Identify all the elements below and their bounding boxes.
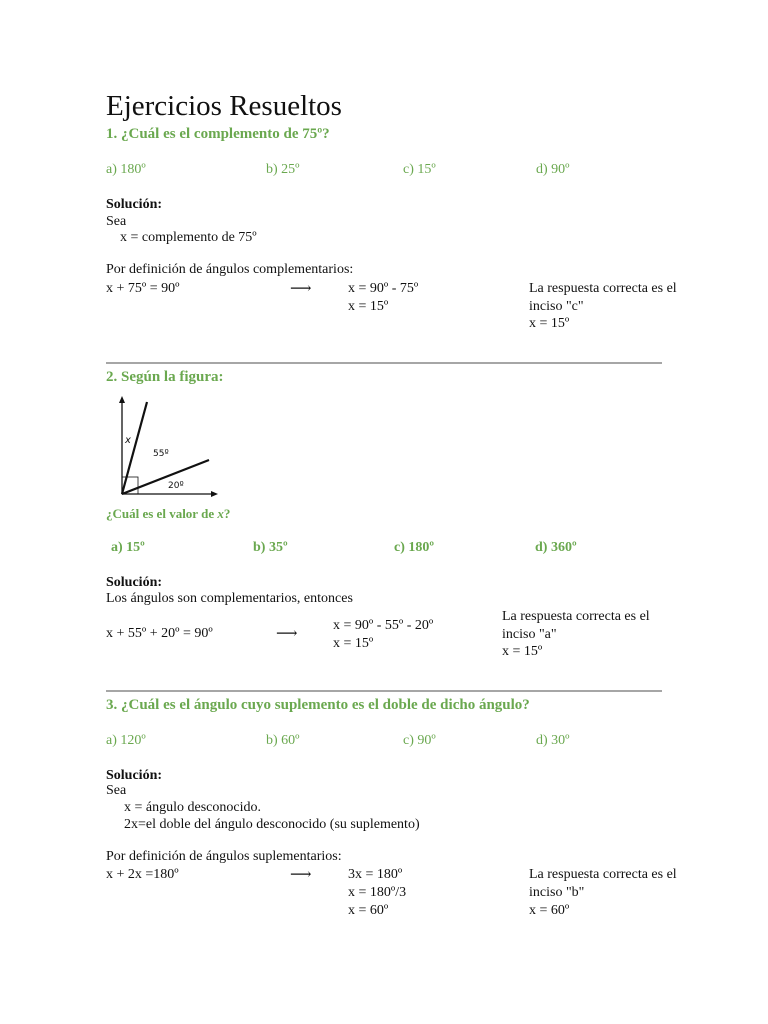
q1-equation: x + 75º = 90º <box>106 281 180 296</box>
q1-step-2: x = 15º <box>348 299 389 314</box>
q1-sea: Sea <box>106 214 127 229</box>
q3-answer-line-3: x = 60º <box>529 903 570 918</box>
q3-sea: Sea <box>106 783 127 798</box>
question-3-title: 3. ¿Cuál es el ángulo cuyo suplemento es el doble de dicho ángulo? <box>106 697 530 713</box>
q2-option-b: b) 35º <box>253 540 288 555</box>
q2-intro: Los ángulos son complementarios, entonces <box>106 591 353 606</box>
q1-answer-line-2: inciso "c" <box>529 299 584 314</box>
q1-option-a: a) 180º <box>106 162 146 177</box>
q3-option-a: a) 120º <box>106 733 146 748</box>
vertical-arrow-head <box>119 396 125 403</box>
q3-solution-label: Solución: <box>106 768 163 783</box>
label-55: 55º <box>153 449 169 459</box>
question-2-title: 2. Según la figura: <box>106 369 224 385</box>
angle-figure <box>110 394 220 498</box>
q3-by-definition: Por definición de ángulos suplementarios: <box>106 849 342 864</box>
q3-option-d: d) 30º <box>536 733 570 748</box>
q2-answer-line-1: La respuesta correcta es el <box>502 609 650 624</box>
q2-answer-line-3: x = 15º <box>502 644 543 659</box>
divider <box>106 362 662 364</box>
q2-option-c: c) 180º <box>394 540 434 555</box>
q2-subquestion-suffix: ? <box>223 506 231 521</box>
q1-step-1: x = 90º - 75º <box>348 281 419 296</box>
q2-step-1: x = 90º - 55º - 20º <box>333 618 434 633</box>
q3-definition-x: x = ángulo desconocido. <box>124 800 261 815</box>
q3-step-1: 3x = 180º <box>348 867 403 882</box>
q3-answer-line-2: inciso "b" <box>529 885 585 900</box>
q3-definition-2x: 2x=el doble del ángulo desconocido (su suplemento) <box>124 817 420 832</box>
q3-equation: x + 2x =180º <box>106 867 179 882</box>
q2-subquestion <box>106 506 230 522</box>
q1-by-definition: Por definición de ángulos complementarios: <box>106 262 354 277</box>
label-20: 20º <box>168 481 184 491</box>
page-title: Ejercicios Resueltos <box>106 90 342 122</box>
q1-option-c: c) 15º <box>403 162 436 177</box>
q2-arrow-icon: ⟶ <box>276 626 298 642</box>
q2-subquestion-var: x <box>217 506 224 521</box>
label-x: x <box>125 435 131 446</box>
q2-option-d: d) 360º <box>535 540 577 555</box>
question-1-title: 1. ¿Cuál es el complemento de 75º? <box>106 126 330 142</box>
q1-solution-label: Solución: <box>106 197 163 212</box>
q1-answer-line-3: x = 15º <box>529 316 570 331</box>
q1-definition-x: x = complemento de 75º <box>120 230 257 245</box>
q1-option-b: b) 25º <box>266 162 300 177</box>
q2-equation: x + 55º + 20º = 90º <box>106 626 213 641</box>
horizontal-arrow-head <box>211 491 218 497</box>
q3-step-2: x = 180º/3 <box>348 885 407 900</box>
q2-subquestion-prefix: ¿Cuál es el valor de <box>106 506 218 521</box>
divider <box>106 690 662 692</box>
q1-arrow-icon: ⟶ <box>290 281 312 297</box>
q2-step-2: x = 15º <box>333 636 374 651</box>
q2-solution-label: Solución: <box>106 575 163 590</box>
q3-option-b: b) 60º <box>266 733 300 748</box>
q1-option-d: d) 90º <box>536 162 570 177</box>
ray-upper <box>122 402 147 494</box>
q3-arrow-icon: ⟶ <box>290 867 312 883</box>
q1-answer-line-1: La respuesta correcta es el <box>529 281 677 296</box>
q2-option-a: a) 15º <box>111 540 145 555</box>
q3-answer-line-1: La respuesta correcta es el <box>529 867 677 882</box>
q3-step-3: x = 60º <box>348 903 389 918</box>
q3-option-c: c) 90º <box>403 733 436 748</box>
q2-answer-line-2: inciso "a" <box>502 627 557 642</box>
